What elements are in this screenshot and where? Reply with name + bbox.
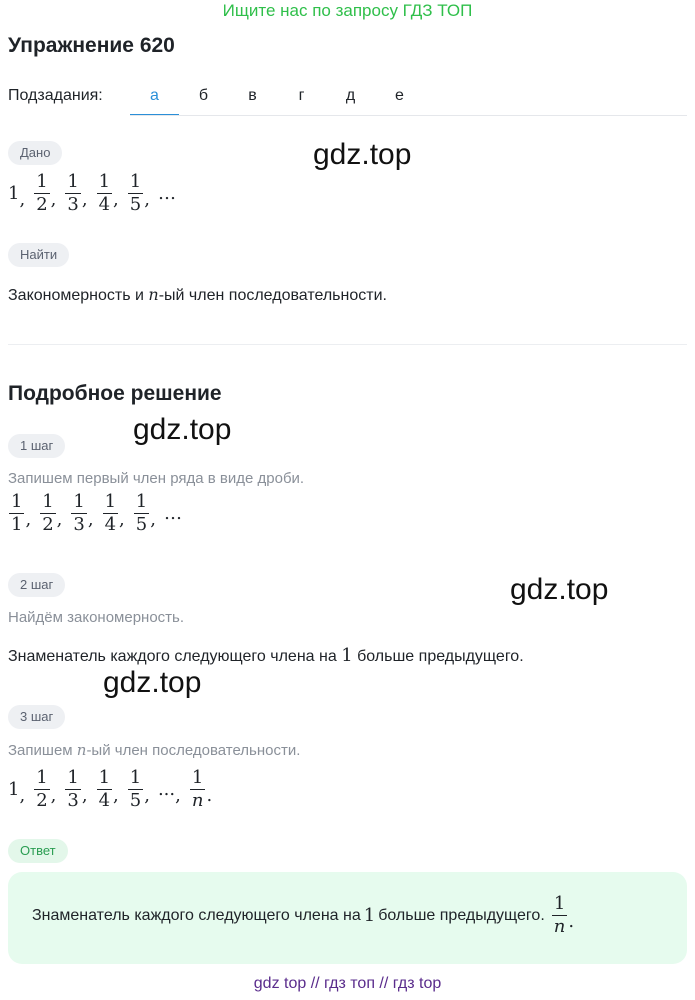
- answer-text-part: больше предыдущего.: [378, 906, 545, 924]
- step1-caption: Запишем первый член ряда в виде дроби.: [8, 470, 305, 487]
- step2-text-part: больше предыдущего.: [352, 648, 524, 665]
- fraction: $\frac{1}{5}$: [135, 491, 148, 535]
- var-n: n: [76, 741, 87, 759]
- term-1: 1: [8, 183, 20, 204]
- step3-sequence: 1 , $\frac{1}{2}$ , $\frac{1}{3}$ , $\frac{1}{4}$ , $\frac{1}{5}$ , ... , $\frac{1}{n}$ .: [8, 767, 213, 811]
- page-title: Упражнение 620: [8, 34, 175, 57]
- fraction: $\frac{1}{2}$: [36, 767, 48, 811]
- step2-text-part: Знаменатель каждого следующего члена на: [8, 648, 342, 665]
- fraction: $\frac{1}{3}$: [67, 171, 79, 215]
- watermark: gdz.top: [313, 138, 412, 171]
- answer-text-part: Знаменатель каждого следующего члена на: [32, 906, 361, 924]
- watermark: gdz.top: [103, 666, 202, 699]
- find-badge: Найти: [8, 243, 69, 267]
- subtasks-label: Подзадания:: [8, 87, 103, 104]
- answer-badge: Ответ: [8, 839, 68, 863]
- given-badge: Дано: [8, 141, 62, 165]
- step3-caption-part: Запишем: [8, 742, 77, 759]
- subtask-tabs: [130, 78, 424, 116]
- tab-g[interactable]: г: [298, 87, 305, 104]
- fraction: $\frac{1}{4}$: [98, 171, 111, 215]
- fraction: $\frac{1}{2}$: [36, 171, 48, 215]
- watermark: gdz.top: [133, 413, 232, 446]
- fraction: $\frac{1}{5}$: [129, 767, 142, 811]
- step1-sequence: $\frac{1}{1}$ , $\frac{1}{2}$ , $\frac{1}{3}$ , $\frac{1}{4}$ , $\frac{1}{5}$ , …: [11, 491, 182, 535]
- step2-text: [8, 645, 524, 668]
- tab-a[interactable]: а: [130, 78, 179, 116]
- find-text: [8, 284, 387, 307]
- tab-b[interactable]: б: [198, 87, 209, 104]
- find-text-part: -ый член последовательности.: [158, 287, 387, 304]
- step3-caption-part: -ый член последовательности.: [86, 742, 301, 759]
- step2-caption: Найдём закономерность.: [8, 609, 185, 626]
- find-text-part: Закономерность и: [8, 287, 149, 304]
- search-banner: Ищите нас по запросу ГДЗ ТОП: [222, 1, 473, 20]
- given-sequence: 1 , $\frac{1}{2}$ , $\frac{1}{3}$ , $\frac{1}{4}$ , $\frac{1}{5}$ , …: [8, 171, 176, 215]
- fraction-n: $\frac{1}{n}$: [191, 767, 204, 811]
- solution-title: Подробное решение: [8, 382, 222, 405]
- number: 1: [363, 904, 376, 926]
- step2-badge: 2 шаг: [8, 573, 65, 597]
- tabs-divider: [130, 115, 687, 116]
- watermark: gdz.top: [510, 573, 609, 606]
- step3-caption: [8, 740, 300, 761]
- fraction: $\frac{1}{5}$: [129, 171, 142, 215]
- tab-d[interactable]: д: [345, 87, 356, 104]
- ellipsis: ...: [157, 779, 176, 800]
- answer-fraction: $\frac{1}{n}$ .: [553, 893, 575, 937]
- fraction: $\frac{1}{3}$: [73, 491, 85, 535]
- section-divider: [8, 344, 687, 345]
- fraction: $\frac{1}{1}$: [11, 491, 23, 535]
- fraction: $\frac{1}{3}$: [67, 767, 79, 811]
- step3-badge: 3 шаг: [8, 705, 65, 729]
- tab-v[interactable]: в: [248, 87, 257, 104]
- footer-links[interactable]: gdz top // гдз топ // гдз top: [253, 975, 442, 992]
- step1-badge: 1 шаг: [8, 434, 65, 458]
- fraction: $\frac{1}{2}$: [42, 491, 54, 535]
- fraction: $\frac{1}{4}$: [104, 491, 117, 535]
- tab-e[interactable]: е: [395, 87, 404, 104]
- ellipsis: …: [163, 503, 182, 524]
- var-n: n: [148, 285, 159, 304]
- ellipsis: …: [157, 183, 176, 204]
- fraction: $\frac{1}{4}$: [98, 767, 111, 811]
- number: 1: [341, 645, 353, 666]
- answer-text: [32, 894, 582, 937]
- term-1: 1: [8, 779, 20, 800]
